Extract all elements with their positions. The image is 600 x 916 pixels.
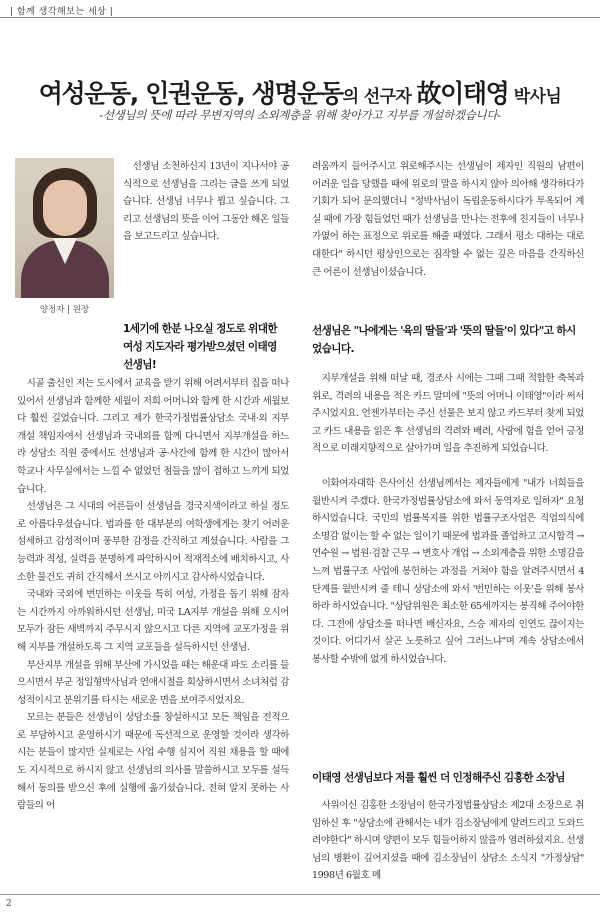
left-paragraph: 국내와 국외에 번민하는 이웃들 특히 여성, 가정을 돕기 위해 잠자는 시간까지 아까워하시던 선생님, 미국 LA지부 개설을 위해 오시어 모두가 잠든 새벽까지 주무시지 않으시고 다른 지역에 교포가정을 위해 지부를 개설하도록 그 지역 교포들을 설득하시던 선생님. (17, 589, 289, 653)
right-column-middle (312, 370, 584, 669)
quote-heading: 선생님은 "나에게는 '육의 딸들'과 '뜻의 딸들'이 있다"고 하시었습니다. (312, 325, 576, 355)
intro-paragraph: 선생님 소천하신지 13년이 지나서야 공식적으로 선생님을 그리는 글을 쓰게 되었습니다. 선생님 너무나 뵙고 싶습니다. 그리고 선생님의 뜻을 이어 그동안 해온 일들을 보고드리고 싶습니다. (123, 161, 289, 243)
right-column-top (312, 158, 584, 281)
left-paragraph: 모르는 분들은 선생님이 상담소를 창설하시고 모든 책임을 전적으로 부담하시고 운영하시기 때문에 독선적으로 운영할 것이라 생각하시는 분들이 많지만 실제로는 사업 수행 심지어 직원 채용을 할 때에도 지시적으로 하시지 않고 선생님의 의사를 말씀하시고 모두를 설득해서 동의를 받으신 후에 실행에 옮기셨습니다. 전혀 알지 못하는 사람들의 어 (17, 712, 289, 812)
title-name: 故이태영 (416, 79, 509, 108)
left-paragraph: 시골 출신인 저는 도시에서 교육을 받기 위해 어려서부터 집을 떠나 있어서 선생님과 함께한 세월이 저희 어머니와 함께 한 시간과 세월보다 훨씬 길었습니다. 그리고 제가 한국가정법률상담소 국내·외 지부 개설 책임자여서 선생님과 국내외를 함께 다니면서 지부개설을 하느라 상담소 직원 중에서도 선생님과 공·사간에 함께 한 시간이 많아서 학교나 사무실에서는 느낄 수 없었던 점들을 많이 접하고 느끼게 되었습니다. (17, 378, 289, 495)
section-header: | 함께 생각해보는 세상 | (10, 7, 114, 17)
right-column-bottom (312, 797, 584, 885)
kim-heading: 이태영 선생님보다 저를 훨씬 더 인정해주신 김홍한 소장님 (312, 772, 565, 784)
right-continued-paragraph: 려움까지 들어주시고 위로해주시는 선생님이 제자인 직원의 남편이 어려운 일을 당했을 때에 위로의 말을 하시지 않아 의아해 생각하다가 기회가 되어 문의했더니 "정박사님이 독립운동하시다가 투옥되어 계실 때에 가장 힘들었던 때가 선생님을 만나는 전후에 친지들이 너무나 가엾어 하는 표정으로 위로를 해줄 때였다. 그래서 평소 대하는 대로 대한다" 하시던 평상인으로는 짐작할 수 없는 깊은 마음을 간직하신 큰 어른이 선생님이셨습니다. (312, 161, 584, 278)
article-title (0, 74, 600, 110)
left-column (17, 375, 289, 815)
left-paragraph: 선생님은 그 시대의 어른들이 선생님을 경국지색이라고 하실 정도로 아름다우셨습니다. 법과를 한 대부분의 여학생에게는 찾기 어려운 섬세하고 감성적이며 풍부한 감정을 간직하고 계셨습니다. 사람을 그 능력과 적성, 실력을 분명하게 파악하시어 적재적소에 배치하시고, 사소한 물건도 귀히 간직해서 쓰시고 아끼시고 감사하시었습니다. (17, 501, 289, 583)
intro-column (123, 158, 289, 246)
article-subtitle: -선생님의 뜻에 따라 무변지역의 소외계층을 위해 찾아가고 지부를 개설하겠습니다- (99, 108, 501, 122)
title-suffix: 의 선구자 (342, 87, 417, 107)
page-number: 2 (6, 899, 12, 909)
author-photo (15, 158, 114, 298)
photo-caption: 양정자 | 원장 (39, 305, 90, 315)
kim-paragraph: 사위이신 김홍한 소장님이 한국가정법률상담소 제2대 소장으로 취임하신 후 "상담소에 관해서는 네가 김소장님에게 알려드리고 도와드려야한다" 하시며 양편이 모두 힘들어하지 않을까 염려하셨지요. 선생님의 병환이 깊어지셨을 때에 김소장님이 상담소 소식지 "가정상담" 1998년 6월호 메 (312, 800, 584, 882)
right-paragraph: 지부개설을 위해 떠날 때, 경조사 시에는 그때 그때 적합한 축복과 위로, 격려의 내용을 적은 카드 말미에 "뜻의 어머니 이태영"이라 써서 주시었지요. 언젠가부터는 주신 선물은 보지 않고 카드부터 찾게 되었고 카드 내용을 읽은 후 선생님의 격려와 배려, 사랑에 힘을 얻어 긍정적으로 미래지향적으로 살아가며 일을 추진하게 되었습니다. (312, 373, 584, 455)
title-main: 여성운동, 인권운동, 생명운동 (38, 79, 343, 108)
header-divider (0, 17, 600, 18)
left-paragraph: 부산지부 개설을 위해 부산에 가시었을 때는 해운대 파도 소리를 들으시면서 부군 정일형박사님과 연애시절을 회상하시면서 소녀처럼 감성적이시고 분위기를 타시는 새로운 면을 보여주시었지요. (17, 659, 289, 706)
photo-face (43, 180, 87, 236)
footer-divider (0, 894, 600, 895)
left-section-heading: 1세기에 한분 나오실 정도로 위대한 여성 지도자라 평가받으셨던 이태영 선생님! (123, 323, 277, 371)
title-honorific: 박사님 (508, 87, 562, 107)
right-paragraph: 이화여자대학 은사이신 선생님께서는 제자들에게 "내가 너희들을 월반시켜 주겠다. 한국가정법률상담소에 와서 동역자로 일하자" 요청하시었습니다. 국민의 법률복지를 위한 법률구조사업은 직업의식에 소명감 없이는 할 수 없는 일이기 때문에 법과를 졸업하고 고시합격 → 연수원 → 법원·검찰 근무 → 변호사 개업 → 소외계층을 위한 소명감을 느껴 법률구조 사업에 봉헌하는 과정을 거쳐야 함을 알려주시면서 4단계를 월반시켜 줄 테니 상담소에 와서 '번민하는 이웃'을 위해 봉사하라 하시었습니다. "상담위원은 최소한 65세까지는 봉직해 주어야한다. 그전에 상담소를 떠나면 배신자요, 스승 제자의 인연도 끊이지는 것이다. 어디가서 살곤 노릇하고 싶어 그러느냐"며 계속 상담소에서 봉사할 수밖에 없게 하시었습니다. (312, 477, 584, 665)
